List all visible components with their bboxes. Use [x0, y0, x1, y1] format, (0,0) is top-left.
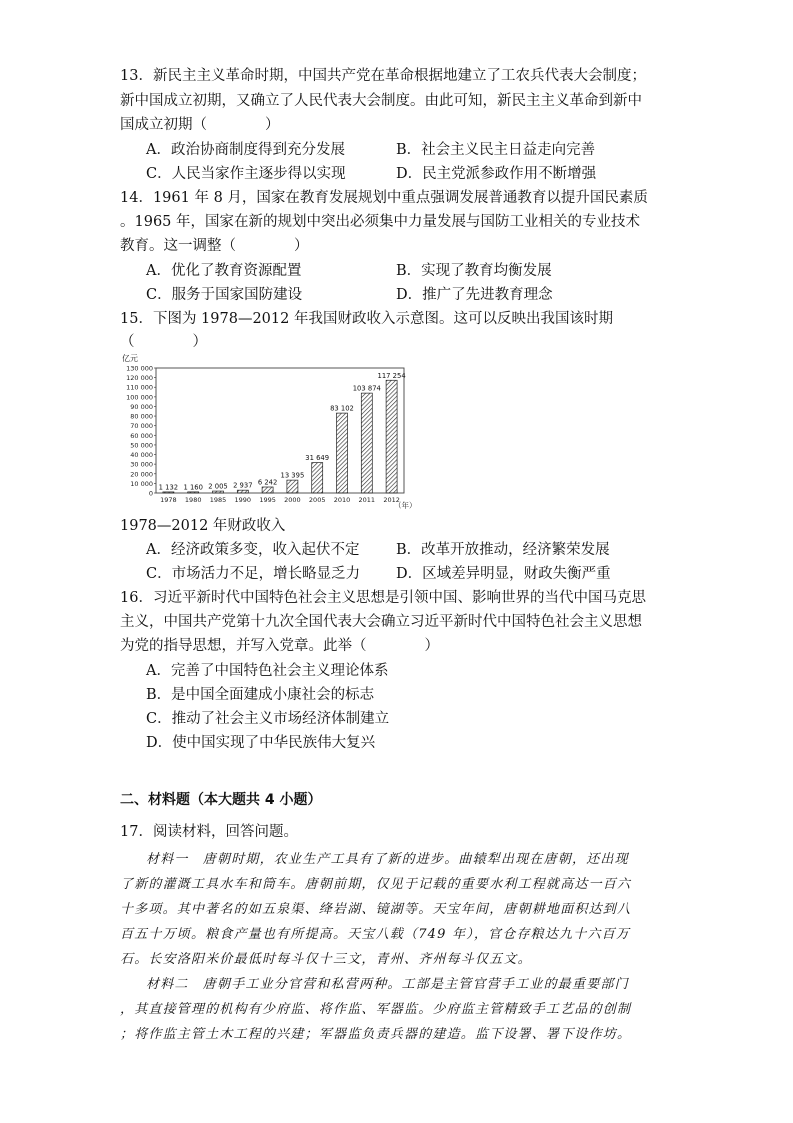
y-tick-label: 110 000 [126, 383, 153, 392]
q13-stem-line1: 13．新民主主义革命时期，中国共产党在革命根据地建立了工农兵代表大会制度； [120, 68, 646, 84]
bar-2000 [287, 480, 298, 493]
x-tick-label: 2011 [358, 496, 376, 504]
material-one-line: 十多项。其中著名的如五泉渠、绛岩湖、镜湖等。天宝年间，唐朝耕地面积达到八 [120, 902, 632, 917]
y-tick-label: 130 000 [126, 364, 153, 373]
y-tick-label: 20 000 [130, 470, 153, 479]
q16-option-d[interactable]: D．使中国实现了中华民族伟大复兴 [146, 735, 376, 751]
q16-stem-line3: 为党的指导思想，并写入党章。此举（ ） [120, 638, 439, 654]
q15-option-a[interactable]: A．经济政策多变，收入起伏不定 [146, 542, 360, 558]
q13-option-b[interactable]: B．社会主义民主日益走向完善 [396, 142, 596, 158]
y-tick-label: 50 000 [130, 441, 153, 450]
y-tick-label: 10 000 [130, 479, 153, 488]
q14-option-a[interactable]: A．优化了教育资源配置 [146, 263, 302, 279]
q14-option-b[interactable]: B．实现了教育均衡发展 [396, 263, 552, 279]
x-tick-label: 1978 [160, 496, 177, 504]
bar-2011 [361, 393, 372, 493]
bar-1990 [237, 490, 248, 493]
bar-1978 [163, 492, 174, 493]
material-two-line: 材料二 唐朝手工业分官营和私营两种。工部是主管官营手工业的最重要部门 [146, 977, 629, 992]
bar-value-label: 2 005 [208, 482, 228, 491]
q15-option-c[interactable]: C．市场活力不足，增长略显乏力 [146, 566, 361, 582]
q13-option-c[interactable]: C．人民当家作主逐步得以实现 [146, 166, 346, 182]
x-tick-label: 2000 [284, 496, 301, 504]
bar-value-label: 1 132 [158, 483, 179, 492]
bar-value-label: 2 937 [233, 481, 253, 490]
q16-stem-line2: 主义，中国共产党第十九次全国代表大会确立习近平新时代中国特色社会主义思想 [120, 614, 642, 630]
bar-2005 [312, 463, 323, 493]
material-two-line: ；将作监主管土木工程的兴建；军器监负责兵器的建造。监下设署、署下设作坊。 [120, 1027, 632, 1042]
material-one-line: 了新的灌溉工具水车和筒车。唐朝前期，仅见于记载的重要水利工程就高达一百六 [120, 877, 632, 892]
y-tick-label: 70 000 [130, 422, 153, 431]
bars-group [159, 372, 406, 493]
bar-value-label: 117 254 [377, 371, 406, 380]
y-tick-label: 0 [148, 489, 153, 498]
bar-value-label: 13 395 [280, 471, 305, 480]
q16-option-b[interactable]: B．是中国全面建成小康社会的标志 [146, 687, 375, 703]
bar-2010 [337, 413, 348, 493]
q14-option-d[interactable]: D．推广了先进教育理念 [396, 287, 553, 303]
q14-stem-line1: 14．1961 年 8 月，国家在教育发展规划中重点强调发展普通教育以提升国民素质 [120, 190, 648, 206]
q13-option-a[interactable]: A．政治协商制度得到充分发展 [146, 142, 345, 158]
y-tick-label: 100 000 [126, 393, 153, 402]
y-tick-label: 40 000 [130, 451, 153, 460]
q15-stem-line2: （ ） [120, 334, 207, 350]
x-tick-label: 2005 [308, 496, 326, 504]
chart-x-unit-label: （年） [394, 501, 417, 510]
q13-stem-line2: 新中国成立初期，又确立了人民代表大会制度。由此可知，新民主主义革命到新中 [120, 93, 642, 109]
bar-value-label: 6 242 [257, 478, 278, 487]
q13-option-d[interactable]: D．民主党派参政作用不断增强 [396, 166, 597, 182]
material-one-line: 百五十万顷。粮食产量也有所提高。天宝八载（749 年），官仓存粮达九十六百万 [120, 927, 631, 942]
q15-option-b[interactable]: B．改革开放推动，经济繁荣发展 [396, 542, 610, 558]
x-tick-label: 2010 [333, 496, 351, 504]
y-tick-label: 80 000 [130, 412, 153, 421]
q14-option-c[interactable]: C．服务于国家国防建设 [146, 287, 303, 303]
bar-value-label: 1 160 [183, 483, 203, 492]
y-tick-label: 90 000 [130, 402, 153, 411]
q13-stem-line3: 国成立初期（ ） [120, 117, 280, 133]
q17-stem: 17．阅读材料，回答问题。 [120, 824, 298, 840]
q14-stem-line3: 教育。这一调整（ ） [120, 238, 309, 254]
bar-1995 [262, 487, 273, 493]
y-tick-label: 30 000 [130, 460, 153, 469]
q14-stem-line2: 。1965 年，国家在新的规划中突出必须集中力量发展与国防工业相关的专业技术 [120, 214, 641, 230]
y-tick-label: 60 000 [130, 431, 153, 440]
bar-value-label: 83 102 [330, 404, 354, 413]
bar-2012 [386, 380, 397, 493]
x-tick-label: 1980 [184, 496, 202, 504]
x-tick-label: 2012 [383, 496, 400, 504]
chart-caption: 1978—2012 年财政收入 [120, 518, 286, 534]
x-tick-label: 1990 [234, 496, 252, 504]
bar-value-label: 31 649 [305, 454, 330, 463]
x-tick-label: 1995 [259, 496, 276, 504]
y-axis-ticks [126, 365, 156, 498]
q15-stem-line1: 15．下图为 1978—2012 年我国财政收入示意图。这可以反映出我国该时期 [120, 311, 613, 327]
q16-option-a[interactable]: A．完善了中国特色社会主义理论体系 [146, 663, 389, 679]
x-axis-ticks [160, 496, 400, 504]
x-tick-label: 1985 [209, 496, 227, 504]
bar-1980 [188, 492, 199, 493]
q16-option-c[interactable]: C．推动了社会主义市场经济体制建立 [146, 711, 390, 727]
chart-y-unit-label: 亿元 [122, 354, 138, 363]
material-one-line: 材料一 唐朝时期，农业生产工具有了新的进步。曲辕犁出现在唐朝，还出现 [146, 852, 629, 867]
material-two-line: ，其直接管理的机构有少府监、将作监、军器监。少府监主管精致手工艺品的创制 [120, 1002, 632, 1017]
y-tick-label: 120 000 [126, 374, 153, 383]
q16-stem-line1: 16．习近平新时代中国特色社会主义思想是引领中国、影响世界的当代中国马克思 [120, 590, 646, 606]
bar-1985 [213, 491, 224, 493]
section-title: 二、材料题（本大题共 4 小题） [120, 792, 322, 808]
q15-option-d[interactable]: D．区域差异明显，财政失衡严重 [396, 566, 611, 582]
material-one-line: 石。长安洛阳米价最低时每斗仅十三文，青州、齐州每斗仅五文。 [120, 952, 532, 967]
revenue-bar-chart [118, 352, 418, 514]
bar-value-label: 103 874 [352, 384, 381, 393]
